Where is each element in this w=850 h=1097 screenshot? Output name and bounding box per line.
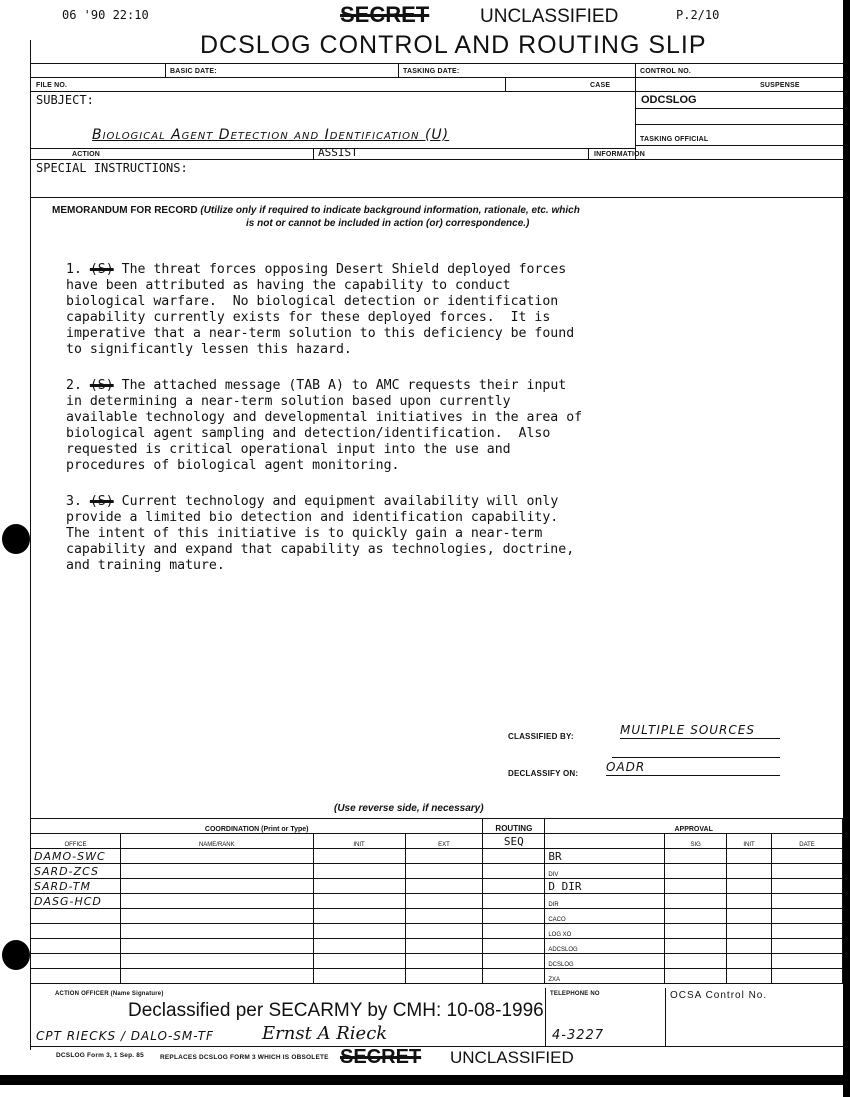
telephone-label: TELEPHONE NO [550, 991, 600, 997]
special-instructions-label: SPECIAL INSTRUCTIONS: [36, 161, 188, 175]
empty-cell [120, 924, 313, 939]
office-cell [31, 924, 121, 939]
office-cell [31, 909, 121, 924]
empty-cell [313, 954, 405, 969]
telephone-value: 4-3227 [552, 1028, 605, 1043]
column-header [545, 834, 665, 849]
action-officer-label: ACTION OFFICER (Name Signature) [55, 991, 164, 997]
tasking-official-label: TASKING OFFICIAL [640, 136, 709, 143]
empty-cell [483, 954, 545, 969]
punch-hole [2, 940, 30, 970]
basic-date-label: BASIC DATE: [170, 68, 217, 75]
paragraph-1: 1. (S) The threat forces opposing Desert Shield deployed forces have been attributed as having the capability to conduct biological warfare. No biological detection or identification capability currently exists for these deployed forces. It is imperative that a near-term solution to this deficiency be found to significantly lessen this hazard. [66, 262, 575, 357]
memo-hint: (Utilize only if required to indicate background information, rationale, etc. which [200, 205, 580, 216]
declassify-on-label: DECLASSIFY ON: [508, 769, 579, 778]
signature: Ernst A Rieck [262, 1023, 388, 1044]
table-row [31, 924, 843, 939]
empty-cell [405, 939, 483, 954]
classified-by-value: MULTIPLE SOURCES [620, 723, 780, 739]
empty-cell [727, 894, 772, 909]
empty-cell [483, 849, 545, 864]
assist-label: ASSIST [318, 146, 358, 159]
approval-level: ADCSLOG [545, 939, 665, 954]
approval-level: LOG XO [545, 924, 665, 939]
empty-cell [665, 939, 727, 954]
empty-cell [483, 924, 545, 939]
struck-classification-bottom: SECRET [340, 1046, 422, 1068]
subject-label: SUBJECT: [36, 93, 94, 107]
empty-cell [727, 969, 772, 984]
empty-cell [772, 924, 843, 939]
memo-hint-2: is not or cannot be included in action (or) correspondence.) [246, 218, 530, 229]
empty-cell [483, 864, 545, 879]
approval-level: BR [545, 849, 665, 864]
punch-hole [2, 524, 30, 554]
empty-cell [727, 954, 772, 969]
empty-cell [665, 969, 727, 984]
column-header: NAME/RANK [120, 834, 313, 849]
scan-edge-bottom [0, 1075, 850, 1085]
action-officer-name: CPT RIECKS / DALO-SM-TF [36, 1029, 214, 1043]
struck-classification-top: SECRET [340, 2, 430, 27]
subject-value: Biological Agent Detection and Identification (U) [92, 127, 450, 143]
empty-cell [772, 909, 843, 924]
office-cell [31, 939, 121, 954]
table-row [31, 969, 843, 984]
reverse-side-note: (Use reverse side, if necessary) [334, 803, 484, 814]
empty-cell [120, 849, 313, 864]
empty-cell [483, 969, 545, 984]
approval-label: APPROVAL [545, 819, 843, 834]
suspense-office: ODCSLOG [641, 94, 697, 106]
empty-cell [405, 864, 483, 879]
paragraph-3: 3. (S) Current technology and equipment availability will only provide a limited bio detection and identification capability. The intent of this initiative is to quickly gain a near-term capability and expand that capability as technologies, doctrine, and training mature. [66, 494, 575, 573]
empty-cell [313, 879, 405, 894]
empty-cell [120, 894, 313, 909]
approval-level: DIR [545, 894, 665, 909]
empty-cell [483, 939, 545, 954]
empty-cell [120, 939, 313, 954]
form-id: DCSLOG Form 3, 1 Sep. 85 [56, 1052, 144, 1059]
empty-cell [727, 879, 772, 894]
table-row [31, 849, 843, 864]
empty-cell [483, 879, 545, 894]
coordination-title: COORDINATION (Print or Type) [31, 819, 483, 834]
empty-cell [727, 909, 772, 924]
approval-level: CACO [545, 909, 665, 924]
suspense-label: SUSPENSE [760, 82, 800, 89]
paragraph-2: 2. (S) The attached message (TAB A) to AMC requests their input in determining a near-term solution based upon currently available technology and developmental initiatives in the area of biological agent sampling and detection/identification. Also requested is critical operational input into the use and procedures of biological agent monitoring. [66, 378, 583, 473]
office-cell: DASG-HCD [31, 894, 121, 909]
empty-cell [313, 909, 405, 924]
classified-by-label: CLASSIFIED BY: [508, 732, 574, 741]
empty-cell [405, 969, 483, 984]
empty-cell [120, 879, 313, 894]
table-row [31, 954, 843, 969]
file-no-label: FILE NO. [36, 82, 68, 89]
approval-level: DCSLOG [545, 954, 665, 969]
empty-cell [120, 909, 313, 924]
empty-cell [313, 969, 405, 984]
empty-cell [405, 879, 483, 894]
column-header: SIG [665, 834, 727, 849]
tasking-date-label: TASKING DATE: [403, 68, 460, 75]
approval-level: ZXA [545, 969, 665, 984]
office-cell: SARD-TM [31, 879, 121, 894]
memo-label: MEMORANDUM FOR RECORD [52, 205, 198, 216]
empty-cell [405, 849, 483, 864]
column-header: OFFICE [31, 834, 121, 849]
replaces-note: REPLACES DCSLOG FORM 3 WHICH IS OBSOLETE [160, 1054, 329, 1061]
empty-cell [313, 924, 405, 939]
information-label: INFORMATION [594, 151, 646, 158]
empty-cell [313, 894, 405, 909]
office-cell [31, 969, 121, 984]
fax-page-number: P.2/10 [676, 8, 720, 22]
empty-cell [120, 864, 313, 879]
approval-level: DIV [545, 864, 665, 879]
declassify-on-value: OADR [606, 760, 780, 776]
empty-cell [405, 894, 483, 909]
empty-cell [665, 909, 727, 924]
declassification-stamp: Declassified per SECARMY by CMH: 10-08-1996 [128, 1000, 544, 1021]
empty-cell [772, 894, 843, 909]
classification-top: UNCLASSIFIED [480, 6, 619, 27]
action-label: ACTION [72, 151, 101, 158]
office-cell: DAMO-SWC [31, 849, 121, 864]
column-header: INIT [727, 834, 772, 849]
empty-cell [665, 894, 727, 909]
empty-cell [405, 909, 483, 924]
empty-cell [727, 864, 772, 879]
empty-cell [665, 924, 727, 939]
empty-cell [313, 864, 405, 879]
empty-cell [727, 939, 772, 954]
empty-cell [483, 909, 545, 924]
fax-timestamp: 06 '90 22:10 [62, 8, 149, 22]
empty-cell [665, 849, 727, 864]
coordination-table [30, 818, 843, 984]
control-no-label: CONTROL NO. [640, 68, 692, 75]
column-header: SEQ [483, 834, 545, 849]
table-row [31, 909, 843, 924]
column-header: INIT [313, 834, 405, 849]
form-title: DCSLOG CONTROL AND ROUTING SLIP [200, 31, 707, 59]
office-cell: SARD-ZCS [31, 864, 121, 879]
empty-cell [772, 939, 843, 954]
routing-label: ROUTING [483, 819, 545, 834]
office-cell [31, 954, 121, 969]
classification-bottom: UNCLASSIFIED [450, 1048, 574, 1067]
empty-cell [120, 969, 313, 984]
empty-cell [727, 924, 772, 939]
empty-cell [772, 879, 843, 894]
ocsa-control-label: OCSA Control No. [670, 990, 768, 1001]
table-row [31, 939, 843, 954]
empty-cell [665, 879, 727, 894]
empty-cell [483, 894, 545, 909]
empty-cell [772, 954, 843, 969]
case-label: CASE [590, 82, 611, 89]
table-row [31, 894, 843, 909]
empty-cell [313, 939, 405, 954]
table-row [31, 864, 843, 879]
empty-cell [772, 849, 843, 864]
empty-cell [120, 954, 313, 969]
empty-cell [665, 954, 727, 969]
empty-cell [727, 849, 772, 864]
empty-cell [313, 849, 405, 864]
empty-cell [405, 924, 483, 939]
table-row [31, 879, 843, 894]
empty-cell [772, 864, 843, 879]
column-header: DATE [772, 834, 843, 849]
empty-cell [665, 864, 727, 879]
empty-cell [772, 969, 843, 984]
empty-cell [405, 954, 483, 969]
approval-level: D DIR [545, 879, 665, 894]
scan-edge [843, 0, 850, 1097]
column-header: EXT [405, 834, 483, 849]
